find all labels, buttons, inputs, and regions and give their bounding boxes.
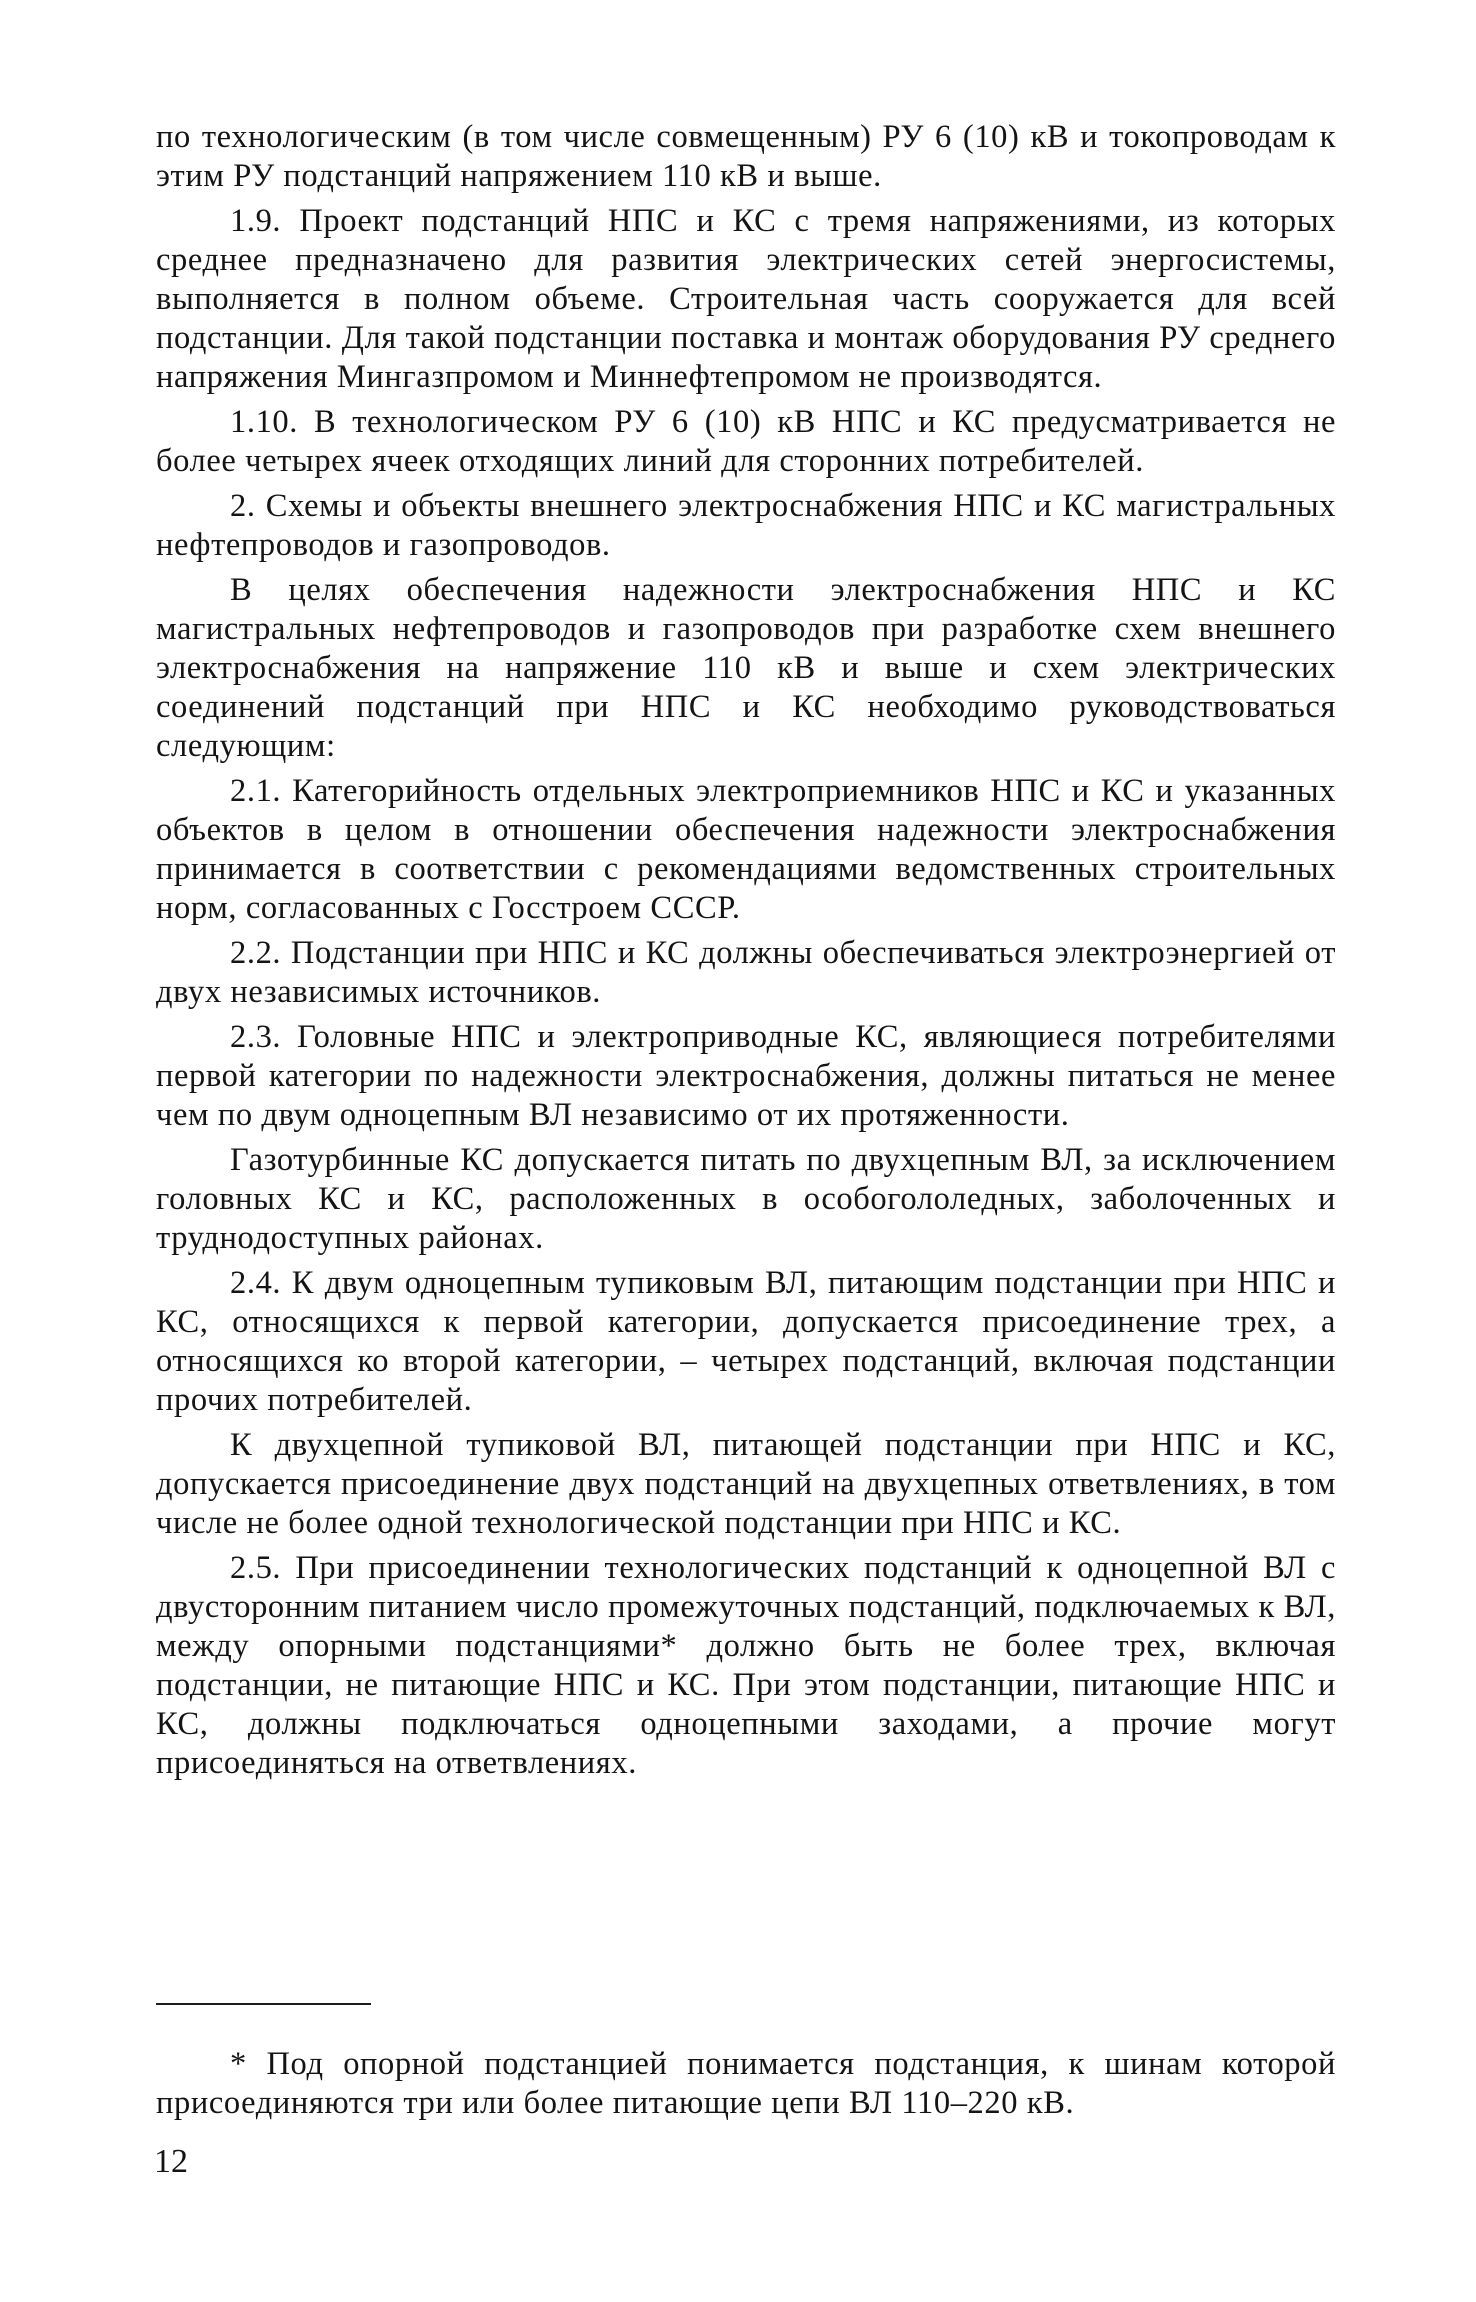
paragraph-section-2-intro: В целях обеспечения надежности электроснабжения НПС и КС магистральных нефтепроводов и газопроводов при разработке схем внешнего электроснабжения на напряжение 110 кВ и выше и схем электрических соединений подстанций при НПС и КС необходимо руководствоваться следующим:	[156, 572, 1336, 764]
footnote: * Под опорной подстанцией понимается подстанция, к шинам которой присоединяются три или более питающие цепи ВЛ 110–220 кВ.	[156, 2046, 1336, 2121]
paragraph-2-2: 2.2. Подстанции при НПС и КС должны обеспечиваться электроэнергией от двух независимых источников.	[156, 935, 1336, 1010]
paragraph-2-3: 2.3. Головные НПС и электроприводные КС, являющиеся потребителями первой категории по надежности электроснабжения, должны питаться не менее чем по двум одноцепным ВЛ независимо от их протяженности.	[156, 1019, 1336, 1133]
footnote-divider	[156, 2003, 371, 2005]
paragraph-2-5: 2.5. При присоединении технологических подстанций к одноцепной ВЛ с двусторонним питанием число промежуточных подстанций, подключаемых к ВЛ, между опорными подстанциями* должно быть не более трех, включая подстанции, не питающие НПС и КС. При этом подстанции, питающие НПС и КС, должны подключаться одноцепными заходами, а прочие могут присоединяться на ответвлениях.	[156, 1550, 1336, 1781]
page-number: 12	[154, 2143, 188, 2180]
paragraph-2-1: 2.1. Категорийность отдельных электроприемников НПС и КС и указанных объектов в целом в отношении обеспечения надежности электроснабжения принимается в соответствии с рекомендациями ведомственных строительных норм, согласованных с Госстроем СССР.	[156, 773, 1336, 926]
body-text	[156, 118, 1336, 1789]
paragraph-2-4: 2.4. К двум одноцепным тупиковым ВЛ, питающим подстанции при НПС и КС, относящихся к первой категории, допускается присоединение трех, а относящихся ко второй категории, – четырех подстанций, включая подстанции прочих потребителей.	[156, 1265, 1336, 1418]
section-heading-2: 2. Схемы и объекты внешнего электроснабжения НПС и КС магистральных нефтепроводов и газопроводов.	[156, 488, 1336, 563]
paragraph-continuation: по технологическим (в том числе совмещенным) РУ 6 (10) кВ и токопроводам к этим РУ подстанций напряжением 110 кВ и выше.	[156, 119, 1336, 194]
paragraph-double-circuit: К двухцепной тупиковой ВЛ, питающей подстанции при НПС и КС, допускается присоединение двух подстанций на двухцепных ответвлениях, в том числе не более одной технологической подстанции при НПС и КС.	[156, 1427, 1336, 1541]
paragraph-1-9: 1.9. Проект подстанций НПС и КС с тремя напряжениями, из которых среднее предназначено для развития электрических сетей энергосистемы, выполняется в полном объеме. Строительная часть сооружается для всей подстанции. Для такой подстанции поставка и монтаж оборудования РУ среднего напряжения Мингазпромом и Миннефтепромом не производятся.	[156, 203, 1336, 395]
paragraph-gas-turbine: Газотурбинные КС допускается питать по двухцепным ВЛ, за исключением головных КС и КС, расположенных в особогололедных, заболоченных и труднодоступных районах.	[156, 1142, 1336, 1256]
paragraph-1-10: 1.10. В технологическом РУ 6 (10) кВ НПС и КС предусматривается не более четырех ячеек отходящих линий для сторонних потребителей.	[156, 404, 1336, 479]
